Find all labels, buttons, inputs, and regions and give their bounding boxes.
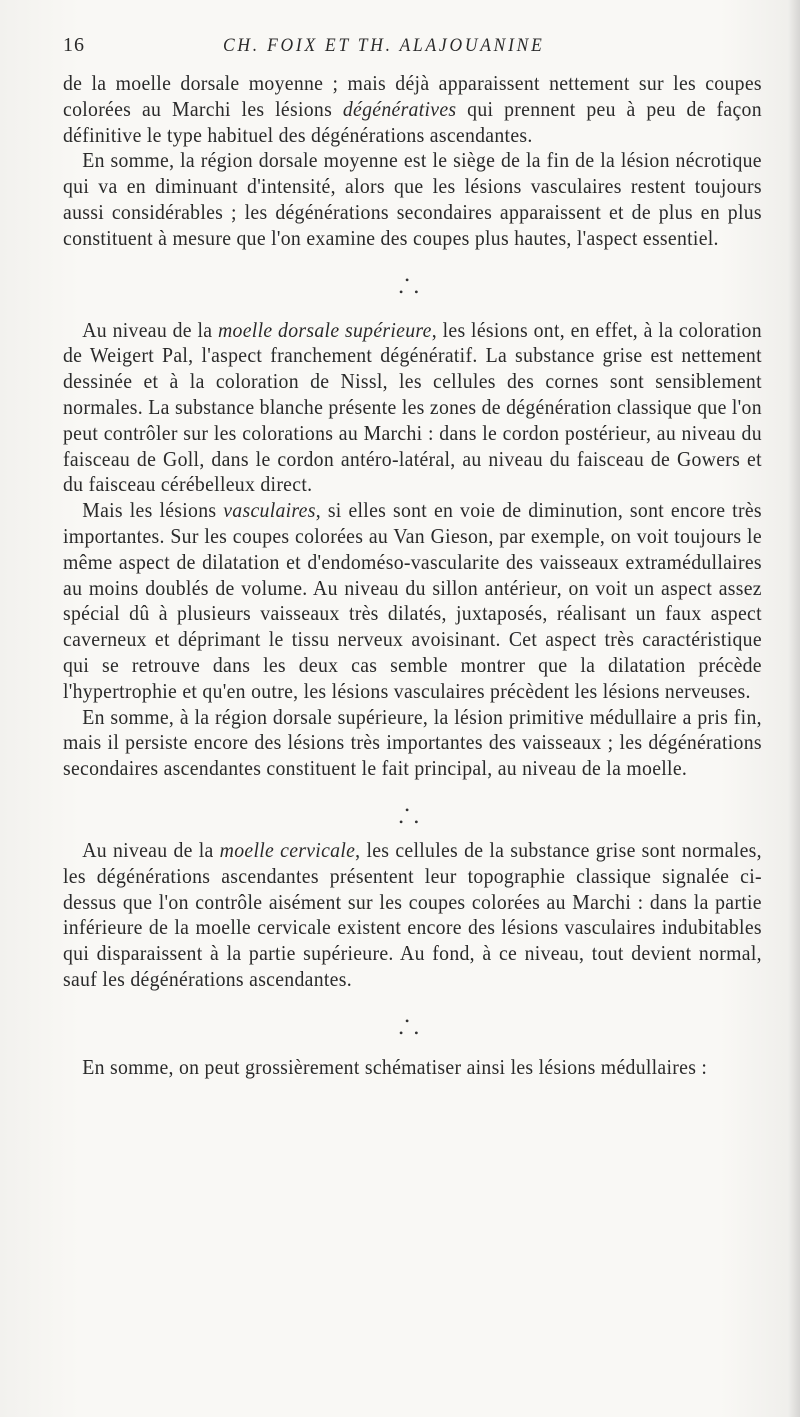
page-number: 16 xyxy=(63,34,85,56)
section-separator: • • • xyxy=(399,1013,423,1040)
page-header xyxy=(63,34,764,60)
paragraph-2: En somme, la région dorsale moyenne est le siège de la fin de la lésion nécrotique qui va en diminuant d'intensité, alors que les lésions vasculaires restent toujours aussi considérables ; les dégénérations secondaires apparaissent et de plus en plus constituent à mesure que l'on examine des coupes plus hautes, l'aspect essentiel. xyxy=(63,150,762,250)
paragraph-1: de la moelle dorsale moyenne ; mais déjà apparaissent nettement sur les coupes colorées au Marchi les lésions dégénératives qui prennent peu à peu de façon définitive le type habituel des dégénérations ascendantes. xyxy=(63,73,762,147)
section-separator: • • • xyxy=(399,802,423,829)
paragraph-4: Mais les lésions vasculaires, si elles sont en voie de diminution, sont encore très importantes. Sur les coupes colorées au Van Gieson, par exemple, on voit toujours le même aspect de dilatation et d'endoméso-vascularite des vaisseaux extramédullaires au moins doublés de volume. Au niveau du sillon antérieur, on voit un aspect assez spécial dû à plusieurs vaisseaux très dilatés, juxtaposés, réalisant un faux aspect caverneux et déprimant le tissu nerveux avoisinant. Cet aspect très caractéristique qui se retrouve dans les deux cas semble montrer que la dilatation précède l'hypertrophie et qu'en outre, les lésions vasculaires précèdent les lésions nerveuses. xyxy=(63,500,762,703)
running-head: CH. FOIX ET TH. ALAJOUANINE xyxy=(223,35,545,56)
page-edge-shadow xyxy=(788,0,800,1417)
section-separator: • • • xyxy=(399,272,423,299)
paragraph-6: Au niveau de la moelle cervicale, les cellules de la substance grise sont normales, les dégénérations ascendantes présentent leur topographie classique signalée ci-dessus que l'on contrôle aisément sur les coupes colorées au Marchi : dans la partie inférieure de la moelle cervicale existent encore des lésions vasculaires indubitables qui disparaissent à la partie supérieure. Au fond, à ce niveau, tout devient normal, sauf les dégénérations ascendantes. xyxy=(63,839,762,991)
italic-term: dégénératives xyxy=(342,98,457,121)
italic-term: vasculaires xyxy=(223,500,316,523)
paragraph-7: En somme, on peut grossièrement schématiser ainsi les lésions médullaires : xyxy=(82,1056,708,1079)
paragraph-3: Au niveau de la moelle dorsale supérieure, les lésions ont, en effet, à la coloration de Weigert Pal, l'aspect franchement dégénératif. La substance grise est nettement dessinée et à la coloration de Nissl, les cellules des cornes sont sensiblement normales. La substance blanche présente les zones de dégénération classique que l'on peut contrôler sur les colorations au Marchi : dans le cordon postérieur, au niveau du faisceau de Goll, dans le cordon antéro-latéral, au niveau du faisceau de Gowers et du faisceau cérébelleux direct. xyxy=(63,319,762,497)
paragraph-5: En somme, à la région dorsale supérieure, la lésion primitive médullaire a pris fin, mais il persiste encore des lésions très importantes des vaisseaux ; les dégénérations secondaires ascendantes constituent le fait principal, au niveau de la moelle. xyxy=(63,706,762,781)
italic-term: moelle dorsale supérieure xyxy=(217,319,432,342)
italic-term: moelle cervicale xyxy=(219,839,356,862)
